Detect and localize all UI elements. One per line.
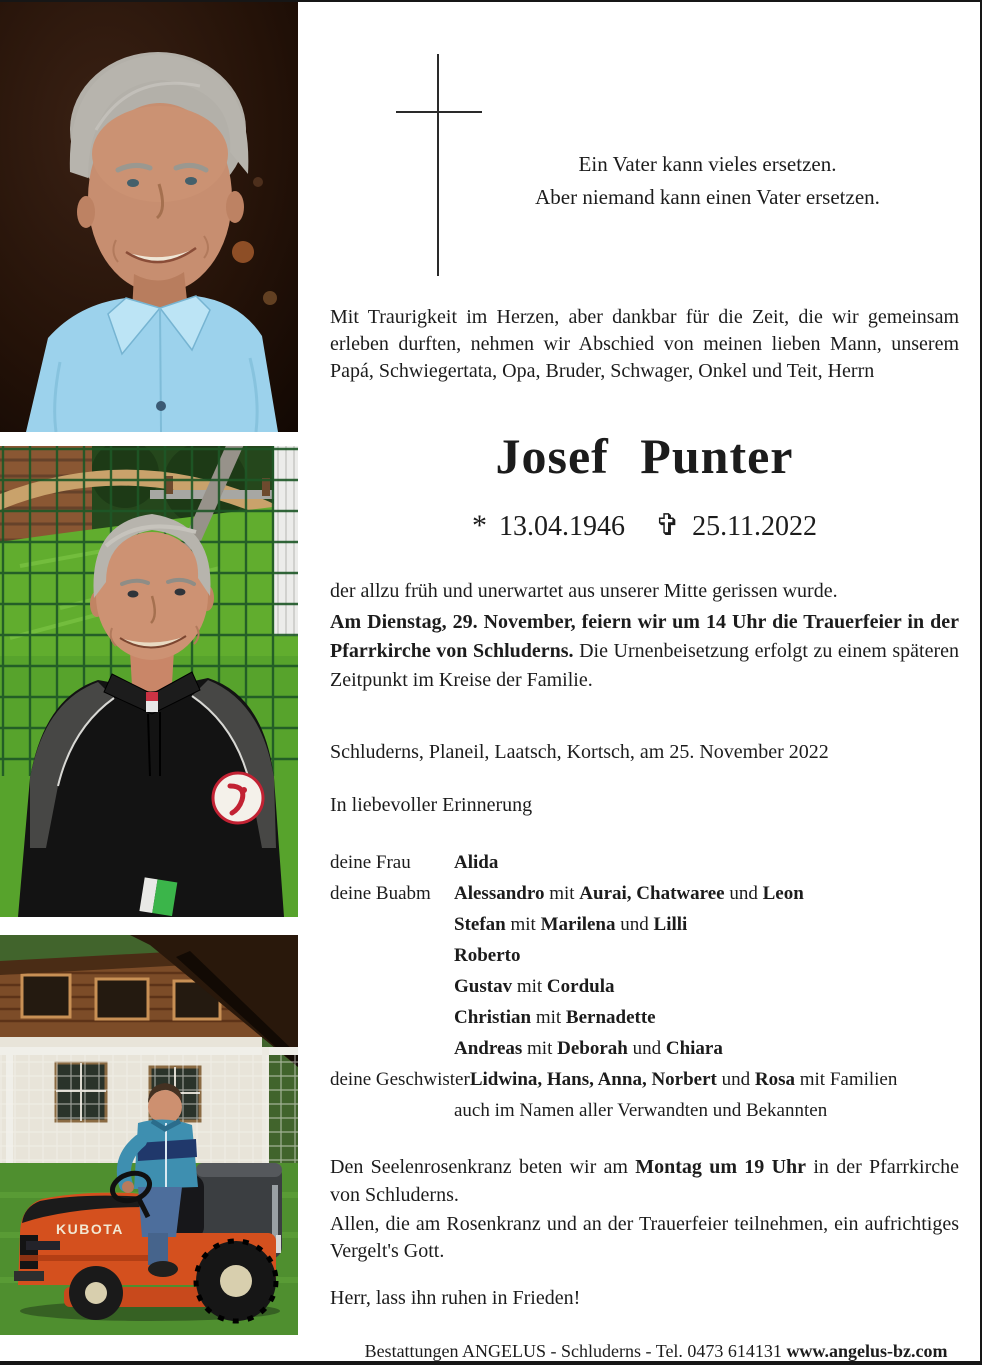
family-relation-label: deine Buabm xyxy=(330,883,431,904)
family-relation-label: deine Frau xyxy=(330,852,411,873)
family-relation-label xyxy=(330,1033,454,1064)
family-names: Alessandro mit Aurai, Chatwaree und Leon xyxy=(454,883,804,904)
tractor-brand-text: KUBOTA xyxy=(56,1221,124,1237)
referee-badge xyxy=(213,773,263,823)
family-names: auch im Namen aller Verwandten und Bekannten xyxy=(454,1100,828,1121)
family-row xyxy=(330,847,982,878)
birth-date: 13.04.1946 xyxy=(498,511,625,542)
portrait-photo xyxy=(0,2,298,432)
funeral-home-footer: Bestattungen ANGELUS - Schluderns - Tel. 0473 614131 www.angelus-bz.com xyxy=(364,1341,948,1361)
family-relation-label xyxy=(330,940,454,971)
family-names: Christian mit Bernadette xyxy=(454,1007,656,1028)
death-cross-icon: ✞ xyxy=(654,509,681,542)
quote-line-1: Ein Vater kann vieles ersetzen. xyxy=(578,152,837,176)
family-row xyxy=(330,1064,982,1095)
family-names: Alida xyxy=(454,852,499,873)
referee-photo xyxy=(0,446,298,917)
remembrance-line: In liebevoller Erinnerung xyxy=(330,794,533,816)
family-relation-label xyxy=(330,1002,454,1033)
family-relation-label xyxy=(330,971,454,1002)
family-row xyxy=(330,878,982,909)
family-names: Stefan mit Marilena und Lilli xyxy=(454,914,688,935)
deceased-name: Josef Punter xyxy=(495,428,794,484)
closing-prayer: Herr, lass ihn ruhen in Frieden! xyxy=(330,1287,581,1309)
birth-star-icon: * xyxy=(471,509,487,542)
family-row xyxy=(330,971,982,1002)
funeral-announcement: Am Dienstag, 29. November, feiern wir um 14 Uhr die Trauerfeier in der Pfarrkirche von Schluderns. Die Urnenbeisetzung erfolgt zu einem späteren Zeitpunkt im Kreise der Familie. xyxy=(330,611,959,691)
family-relation-label xyxy=(330,1095,454,1126)
family-row xyxy=(330,909,982,940)
family-row xyxy=(330,940,982,971)
subline-text: der allzu früh und unerwartet aus unserer Mitte gerissen wurde. xyxy=(330,580,838,602)
places-date-line: Schluderns, Planeil, Laatsch, Kortsch, am 25. November 2022 xyxy=(330,741,829,763)
family-names: Roberto xyxy=(454,945,521,966)
tractor-photo xyxy=(0,935,298,1335)
family-list xyxy=(330,847,982,1126)
rosary-announcement: Den Seelenrosenkranz beten wir am Montag um 19 Uhr in der Pfarrkirche von Schluderns. xyxy=(330,1156,960,1206)
family-row xyxy=(330,1002,982,1033)
intro-paragraph: Mit Traurigkeit im Herzen, aber dankbar für die Zeit, die wir gemeinsam erleben durften, nehmen wir Abschied von meinen lieben Mann, unserem Papá, Schwiegertata, Opa, Bruder, Schwager, Onkel und Teit, Herrn xyxy=(330,306,959,382)
family-relation-label: deine Geschwister xyxy=(330,1069,470,1090)
family-names: Andreas mit Deborah und Chiara xyxy=(454,1038,723,1059)
family-row xyxy=(330,1095,982,1126)
quote-line-2: Aber niemand kann einen Vater ersetzen. xyxy=(535,185,880,209)
death-date: 25.11.2022 xyxy=(692,511,818,542)
family-relation-label xyxy=(330,909,454,940)
life-dates xyxy=(330,506,959,547)
family-row xyxy=(330,1033,982,1064)
family-names: Lidwina, Hans, Anna, Norbert und Rosa mit Familien xyxy=(469,1069,898,1090)
memorial-quote xyxy=(455,148,960,214)
family-names: Gustav mit Cordula xyxy=(454,976,615,997)
thanks-paragraph: Allen, die am Rosenkranz und an der Trauerfeier teilnehmen, ein aufrichtiges Vergelt's Gott. xyxy=(330,1213,959,1262)
